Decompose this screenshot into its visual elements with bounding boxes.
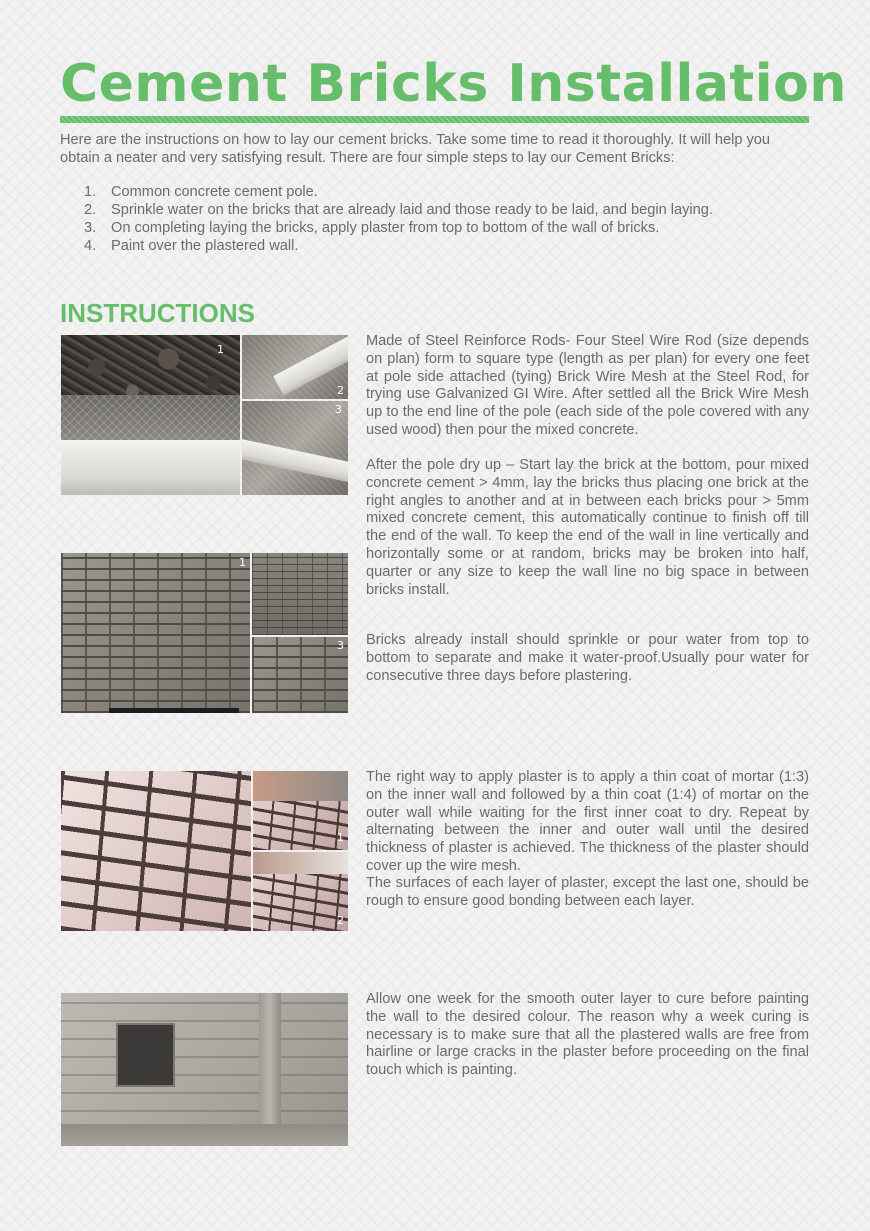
step-number: 3. <box>84 220 97 236</box>
section-heading: INSTRUCTIONS <box>60 298 255 328</box>
paragraph-painting: Allow one week for the smooth outer layer to cure before painting the wall to the desired colour. The reason why a week curing is necessary is to make sure that all the plastered walls are free from hairline or large cracks in the plaster before proceeding on the final touch which is painting. <box>366 991 809 1079</box>
photo-label: 3 <box>335 403 342 416</box>
list-item <box>60 201 809 219</box>
paragraph-plaster: The right way to apply plaster is to apply a thin coat of mortar (1:3) on the inner wall and followed by a thin coat (1:4) of mortar on the outer wall while waiting for the first inner coat to dry. Repeat by alternating between the inner and outer wall until the desired thickness of plaster is achieved. The thickness of the plaster should cover up the wire mesh. <box>366 769 809 874</box>
step-number: 4. <box>84 238 97 254</box>
steps-list <box>60 183 809 255</box>
intro-text: Here are the instructions on how to lay our cement bricks. Take some time to read it thoroughly. It will help you obtain a neater and very satisfying result. There are four simple steps to lay our Cement Bricks: <box>60 132 771 166</box>
paragraph-laying: After the pole dry up – Start lay the brick at the bottom, pour mixed concrete cement > 4mm, lay the bricks thus placing one brick at the right angles to another and at in between each bricks pour > 5mm mixed concrete cement, this automatically continue to finish off till the end of the wall. To keep the end of the wall in line vertically and horizontally some or at random, bricks may be broken into half, quarter or any size to keep the wall line no big space in between bricks install. <box>366 457 809 598</box>
list-item <box>60 237 809 255</box>
step-text: Paint over the plastered wall. <box>111 238 299 254</box>
paragraph-pole: Made of Steel Reinforce Rods- Four Steel Wire Rod (size depends on plan) form to square type (length as per plan) for every one feet at pole side attached (tying) Brick Wire Mesh at the Steel Rod, for trying use Galvanized GI Wire. After settled all the Brick Wire Mesh up to the end line of the pole (each side of the pole covered with any used wood) then pour the mixed concrete. <box>366 333 809 438</box>
photo-plaster-worker-1 <box>253 771 348 850</box>
photo-pole-top <box>242 335 348 399</box>
paragraph-plaster-layers: The surfaces of each layer of plaster, except the last one, should be rough to ensure good bonding between each layer. <box>366 875 809 909</box>
photo-pole-mesh <box>61 335 240 495</box>
photo-brick-wall-far <box>252 553 348 635</box>
photo-label: 2 <box>337 384 344 397</box>
photo-label: 3 <box>337 639 344 652</box>
photo-plaster-worker-2 <box>253 852 348 931</box>
list-item <box>60 219 809 237</box>
list-item <box>60 183 809 201</box>
photo-pole-side <box>242 401 348 495</box>
photo-label: 1 <box>217 343 224 356</box>
step-number: 1. <box>84 184 97 200</box>
photo-brick-wall-near <box>252 637 348 713</box>
paragraph-watering: Bricks already install should sprinkle or pour water from top to bottom to separate and make it water-proof.Usually pour water for consecutive three days before plastering. <box>366 632 809 684</box>
photo-label: 2 <box>337 914 344 927</box>
step-text: Common concrete cement pole. <box>111 184 318 200</box>
step-text: Sprinkle water on the bricks that are already laid and those ready to be laid, and begin laying. <box>111 202 713 218</box>
photo-pink-brick-wall <box>61 771 251 931</box>
photo-label: 1 <box>337 831 344 844</box>
step-text: On completing laying the bricks, apply plaster from top to bottom of the wall of bricks. <box>111 220 660 236</box>
photo-brick-wall <box>61 553 250 713</box>
page-title: Cement Bricks Installation <box>60 54 847 114</box>
photo-label: 1 <box>239 556 246 569</box>
title-underline <box>60 116 809 123</box>
photo-plastered-wall <box>61 993 348 1146</box>
step-number: 2. <box>84 202 97 218</box>
